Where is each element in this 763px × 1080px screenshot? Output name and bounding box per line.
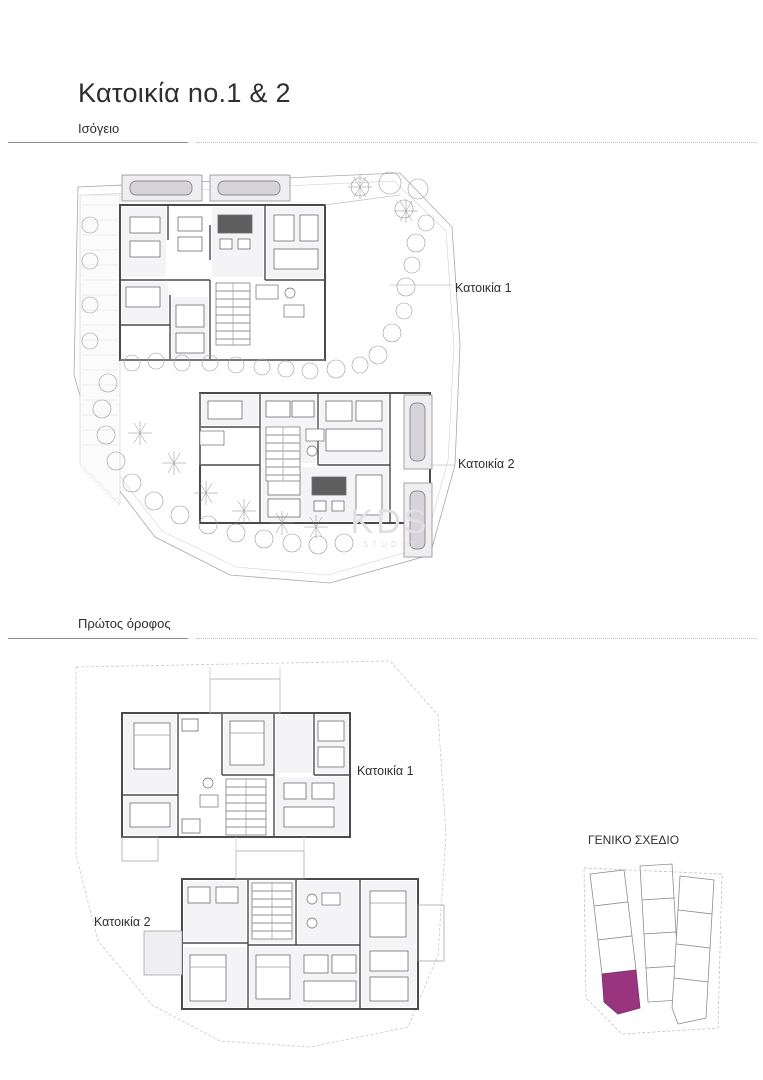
section-rule-solid-first [8, 638, 188, 639]
ground-floor-plan [60, 165, 520, 595]
first-floor-plan [60, 655, 460, 1055]
section-rule-dotted-ground [196, 142, 756, 143]
key-plan-title: ΓΕΝΙΚΟ ΣΧΕΔΙΟ [588, 833, 680, 847]
watermark-sub: STUDIO [362, 540, 418, 549]
section-label-ground-floor: Ισόγειο [78, 121, 120, 136]
ground-callout-house-1: Κατοικία 1 [455, 281, 512, 295]
section-rule-dotted-first [196, 638, 756, 639]
first-callout-house-2: Κατοικία 2 [94, 915, 151, 929]
ground-callout-house-2: Κατοικία 2 [458, 457, 515, 471]
key-plan-highlight [602, 970, 640, 1014]
first-callout-house-1: Κατοικία 1 [357, 764, 414, 778]
first-floor-unit-1 [122, 679, 350, 861]
house-1-outline [120, 205, 325, 360]
house-2-outline [200, 393, 430, 523]
section-label-first-floor: Πρώτος όροφος [78, 616, 171, 631]
section-rule-solid-ground [8, 142, 188, 143]
key-plan [562, 858, 742, 1058]
watermark-main: KDS [350, 503, 430, 541]
first-floor-unit-2 [144, 851, 444, 1009]
page-title: Κατοικία no.1 & 2 [78, 78, 291, 108]
